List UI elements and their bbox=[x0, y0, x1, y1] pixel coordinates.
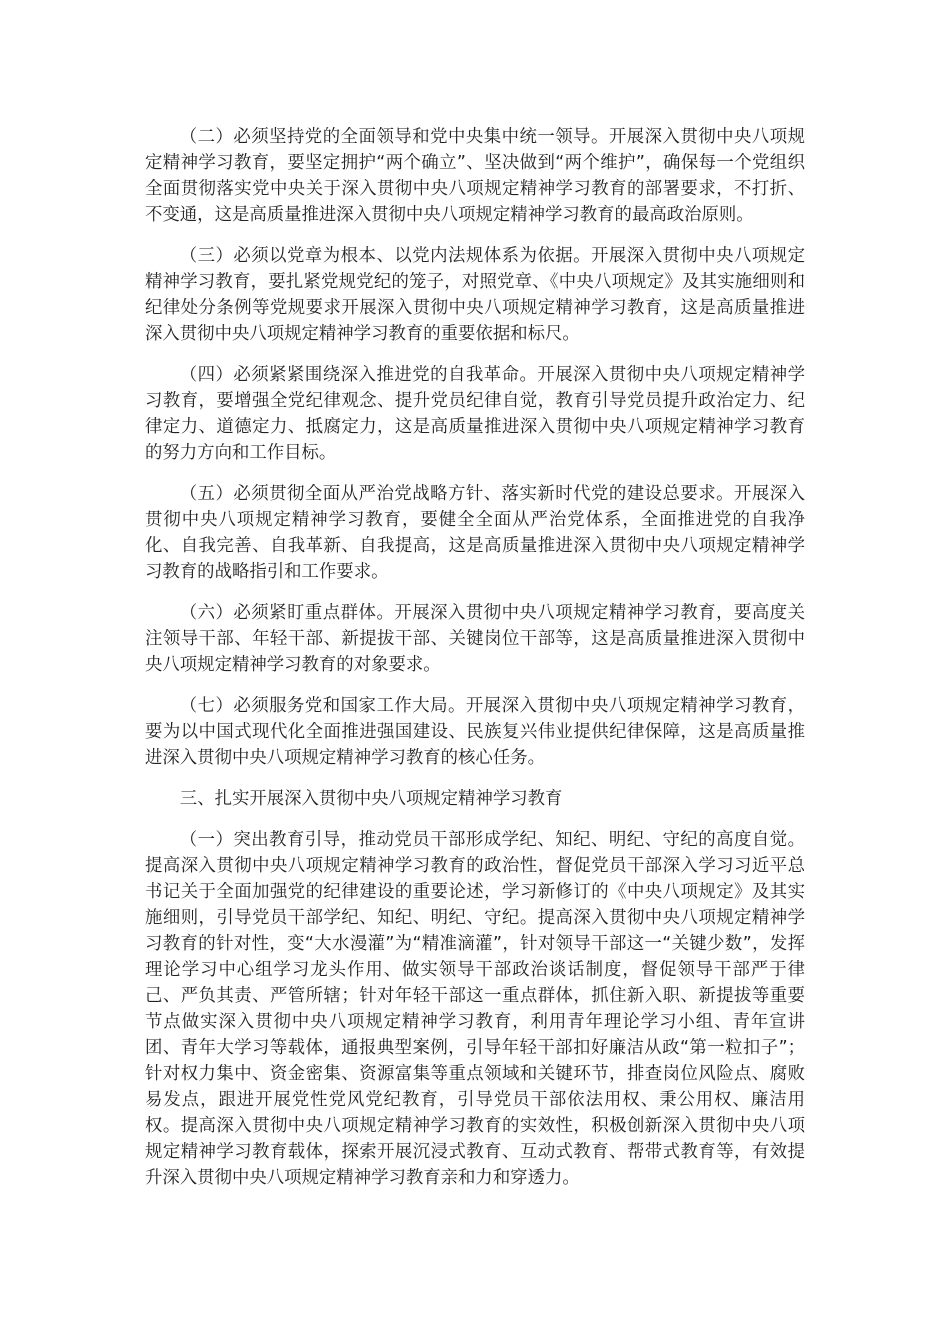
paragraph-7: （七）必须服务党和国家工作大局。开展深入贯彻中央八项规定精神学习教育，要为以中国式现代化全面推进强国建设、民族复兴伟业提供纪律保障，这是高质量推进深入贯彻中央八项规定精神学习教育的核心任务。 bbox=[145, 696, 805, 768]
paragraph-6: （六）必须紧盯重点群体。开展深入贯彻中央八项规定精神学习教育，要高度关注领导干部、年轻干部、新提拔干部、关键岗位干部等，这是高质量推进深入贯彻中央八项规定精神学习教育的对象要求。 bbox=[145, 603, 805, 675]
paragraph-2: （二）必须坚持党的全面领导和党中央集中统一领导。开展深入贯彻中央八项规定精神学习教育，要坚定拥护“两个确立”、坚决做到“两个维护”，确保每一个党组织全面贯彻落实党中央关于深入贯彻中央八项规定精神学习教育的部署要求，不打折、不变通，这是高质量推进深入贯彻中央八项规定精神学习教育的最高政治原则。 bbox=[145, 127, 805, 225]
paragraph-4: （四）必须紧紧围绕深入推进党的自我革命。开展深入贯彻中央八项规定精神学习教育，要增强全党纪律观念、提升党员纪律自觉，教育引导党员提升政治定力、纪律定力、道德定力、抵腐定力，这是高质量推进深入贯彻中央八项规定精神学习教育的努力方向和工作目标。 bbox=[145, 365, 805, 463]
paragraph-3: （三）必须以党章为根本、以党内法规体系为依据。开展深入贯彻中央八项规定精神学习教育，要扎紧党规党纪的笼子，对照党章、《中央八项规定》及其实施细则和纪律处分条例等党规要求开展深入贯彻中央八项规定精神学习教育，这是高质量推进深入贯彻中央八项规定精神学习教育的重要依据和标尺。 bbox=[145, 246, 805, 344]
section-heading: 三、扎实开展深入贯彻中央八项规定精神学习教育 bbox=[179, 789, 563, 809]
document-body bbox=[145, 124, 805, 1206]
paragraph-5: （五）必须贯彻全面从严治党战略方针、落实新时代党的建设总要求。开展深入贯彻中央八项规定精神学习教育，要健全全面从严治党体系，全面推进党的自我净化、自我完善、自我革新、自我提高，这是高质量推进深入贯彻中央八项规定精神学习教育的战略指引和工作要求。 bbox=[145, 484, 805, 582]
paragraph-section3-1: （一）突出教育引导，推动党员干部形成学纪、知纪、明纪、守纪的高度自觉。提高深入贯彻中央八项规定精神学习教育的政治性，督促党员干部深入学习习近平总书记关于全面加强党的纪律建设的重要论述，学习新修订的《中央八项规定》及其实施细则，引导党员干部学纪、知纪、明纪、守纪。提高深入贯彻中央八项规定精神学习教育的针对性，变“大水漫灌”为“精准滴灌”，针对领导干部这一“关键少数”，发挥理论学习中心组学习龙头作用、做实领导干部政治谈话制度，督促领导干部严于律己、严负其责、严管所辖；针对年轻干部这一重点群体，抓住新入职、新提拔等重要节点做实深入贯彻中央八项规定精神学习教育，利用青年理论学习小组、青年宣讲团、青年大学习等载体，通报典型案例，引导年轻干部扣好廉洁从政“第一粒扣子”；针对权力集中、资金密集、资源富集等重点领域和关键环节，排查岗位风险点、腐败易发点，跟进开展党性党风党纪教育，引导党员干部依法用权、秉公用权、廉洁用权。提高深入贯彻中央八项规定精神学习教育的实效性，积极创新深入贯彻中央八项规定精神学习教育载体，探索开展沉浸式教育、互动式教育、帮带式教育等，有效提升深入贯彻中央八项规定精神学习教育亲和力和穿透力。 bbox=[145, 830, 805, 1188]
